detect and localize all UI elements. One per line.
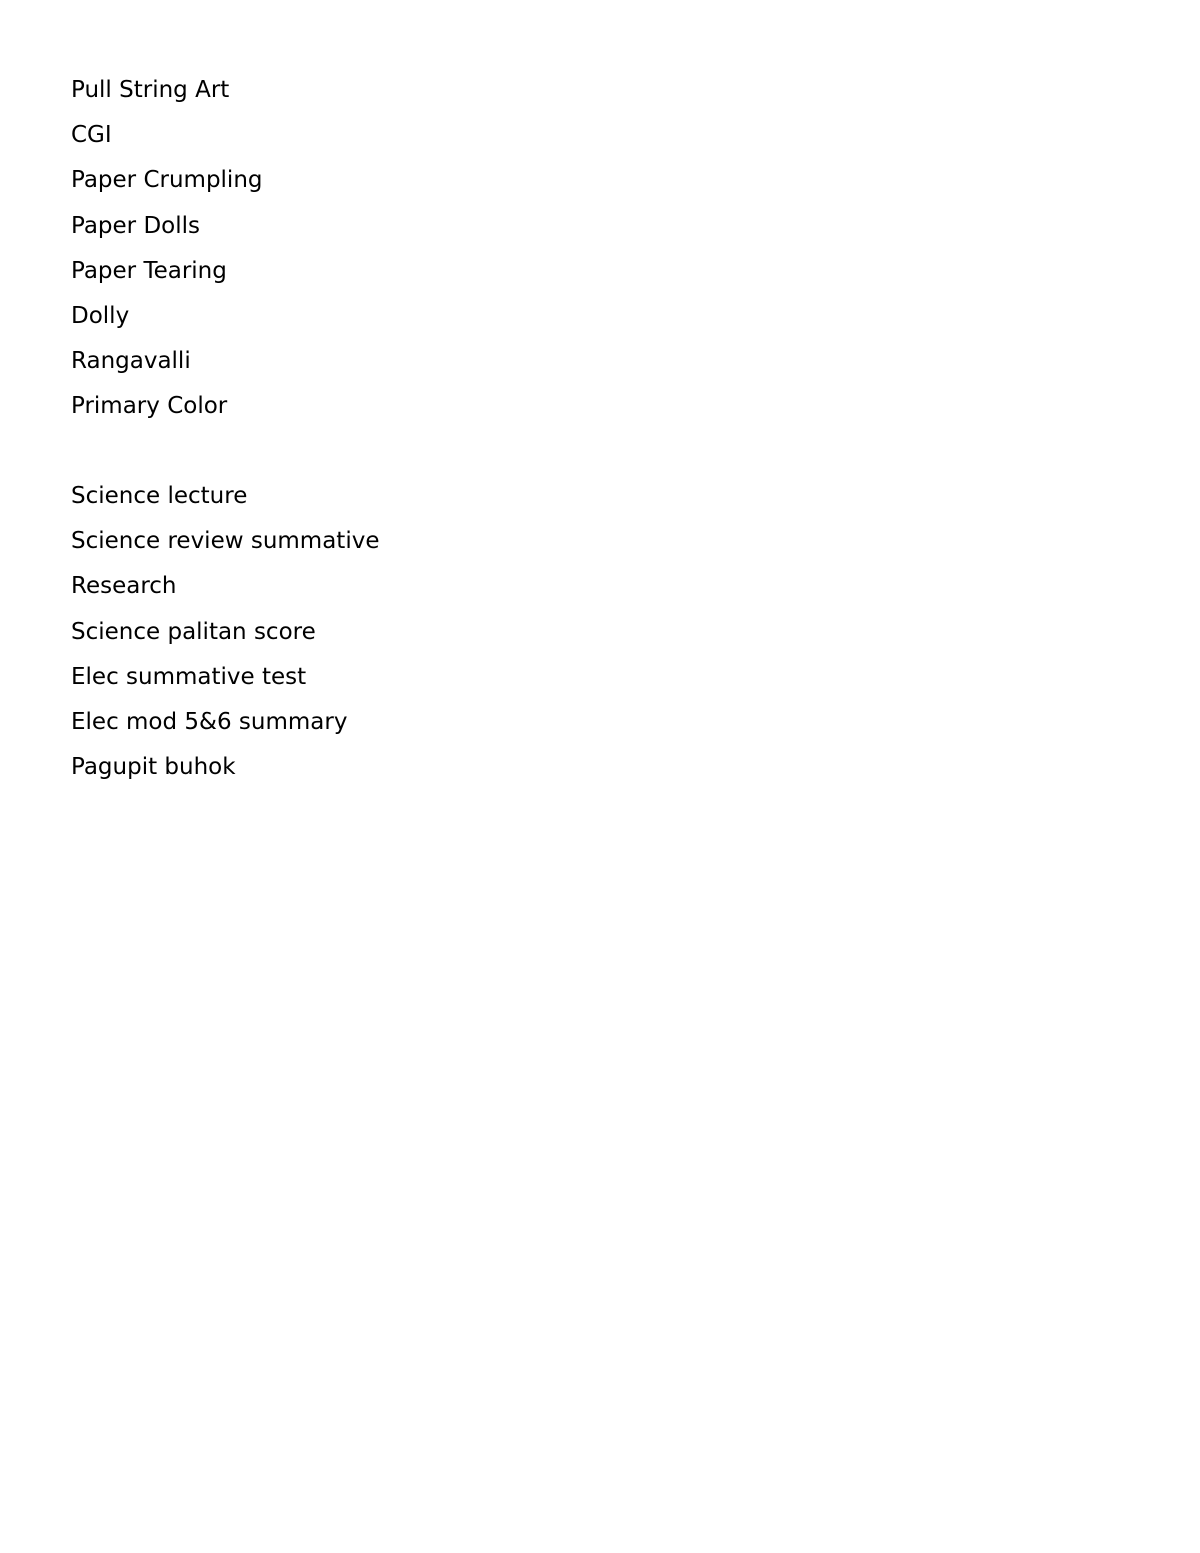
list-item: Science palitan score bbox=[71, 618, 316, 645]
task-list bbox=[71, 474, 379, 790]
list-item: Science lecture bbox=[71, 483, 248, 509]
list-item: CGI bbox=[71, 122, 112, 149]
list-item: Dolly bbox=[71, 302, 130, 329]
list-item: Research bbox=[71, 573, 177, 600]
list-item: Pagupit buhok bbox=[71, 754, 236, 781]
list-item: Paper Crumpling bbox=[71, 167, 263, 194]
list-item: Pull String Art bbox=[71, 77, 230, 103]
list-item: Elec summative test bbox=[71, 663, 307, 690]
art-topics-list bbox=[71, 68, 263, 430]
list-item: Science review summative bbox=[71, 528, 380, 555]
list-item: Elec mod 5&6 summary bbox=[71, 708, 348, 735]
list-item: Paper Dolls bbox=[71, 212, 200, 239]
list-item: Paper Tearing bbox=[71, 257, 227, 284]
list-item: Primary Color bbox=[71, 393, 228, 420]
list-item: Rangavalli bbox=[71, 348, 191, 375]
